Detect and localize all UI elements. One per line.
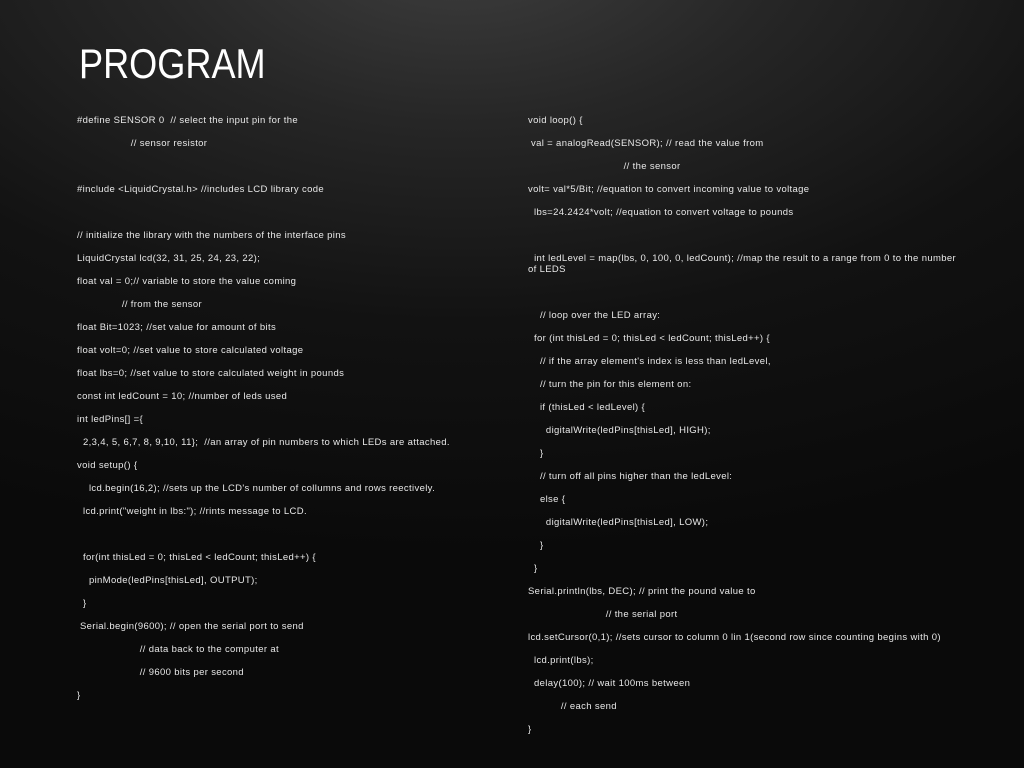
code-line: pinMode(ledPins[thisLed], OUTPUT); bbox=[77, 575, 258, 586]
code-line: // loop over the LED array: bbox=[528, 310, 661, 321]
code-line: void setup() { bbox=[77, 460, 138, 471]
code-line: else { bbox=[528, 494, 566, 505]
code-line: 2,3,4, 5, 6,7, 8, 9,10, 11}; //an array of pin numbers to which LEDs are attached. bbox=[77, 437, 450, 448]
code-line: volt= val*5/Bit; //equation to convert incoming value to voltage bbox=[528, 184, 810, 195]
code-line: int ledLevel = map(lbs, 0, 100, 0, ledCount); //map the result to a range from 0 to the number of LEDS bbox=[528, 253, 960, 275]
code-line: } bbox=[528, 448, 544, 459]
code-line: digitalWrite(ledPins[thisLed], HIGH); bbox=[528, 425, 711, 436]
code-line: Serial.println(lbs, DEC); // print the pound value to bbox=[528, 586, 756, 597]
code-line: // the serial port bbox=[528, 609, 678, 620]
code-line: if (thisLed < ledLevel) { bbox=[528, 402, 646, 413]
code-column-right bbox=[528, 115, 960, 747]
code-line: #include <LiquidCrystal.h> //includes LCD library code bbox=[77, 184, 325, 195]
code-line: // 9600 bits per second bbox=[77, 667, 244, 678]
code-line: #define SENSOR 0 // select the input pin for the bbox=[77, 115, 298, 126]
code-line: } bbox=[77, 690, 81, 701]
code-column-left bbox=[77, 115, 507, 713]
code-line: int ledPins[] ={ bbox=[77, 414, 144, 425]
blank-line bbox=[528, 230, 956, 241]
code-line: float volt=0; //set value to store calculated voltage bbox=[77, 345, 304, 356]
code-line: lcd.setCursor(0,1); //sets cursor to column 0 lin 1(second row since counting begins with 0) bbox=[528, 632, 941, 643]
code-line: float Bit=1023; //set value for amount of bits bbox=[77, 322, 277, 333]
code-line: val = analogRead(SENSOR); // read the value from bbox=[528, 138, 764, 149]
code-line: digitalWrite(ledPins[thisLed], LOW); bbox=[528, 517, 709, 528]
code-line: } bbox=[528, 724, 532, 735]
code-line: for (int thisLed = 0; thisLed < ledCount; thisLed++) { bbox=[528, 333, 770, 344]
code-line: lbs=24.2424*volt; //equation to convert voltage to pounds bbox=[528, 207, 794, 218]
blank-line bbox=[77, 161, 507, 172]
code-line: Serial.begin(9600); // open the serial port to send bbox=[77, 621, 304, 632]
code-line: // sensor resistor bbox=[77, 138, 208, 149]
code-line: void loop() { bbox=[528, 115, 583, 126]
code-line: // from the sensor bbox=[77, 299, 203, 310]
code-line: lcd.print("weight in lbs:"); //rints message to LCD. bbox=[77, 506, 307, 517]
code-line: // the sensor bbox=[528, 161, 681, 172]
code-line: } bbox=[528, 540, 544, 551]
code-line: lcd.print(lbs); bbox=[528, 655, 594, 666]
code-line: // if the array element's index is less than ledLevel, bbox=[528, 356, 771, 367]
code-line: for(int thisLed = 0; thisLed < ledCount; thisLed++) { bbox=[77, 552, 316, 563]
code-line: LiquidCrystal lcd(32, 31, 25, 24, 23, 22); bbox=[77, 253, 261, 264]
blank-line bbox=[77, 529, 507, 540]
code-line: float val = 0;// variable to store the value coming bbox=[77, 276, 297, 287]
blank-line bbox=[528, 287, 956, 298]
code-line: // turn the pin for this element on: bbox=[528, 379, 692, 390]
code-line: delay(100); // wait 100ms between bbox=[528, 678, 691, 689]
code-line: lcd.begin(16,2); //sets up the LCD's number of collumns and rows reectively. bbox=[77, 483, 436, 494]
blank-line bbox=[77, 207, 507, 218]
code-line: } bbox=[77, 598, 87, 609]
slide-title: PROGRAM bbox=[79, 40, 266, 87]
code-line: // initialize the library with the numbers of the interface pins bbox=[77, 230, 346, 241]
code-line: float lbs=0; //set value to store calculated weight in pounds bbox=[77, 368, 345, 379]
code-line: // data back to the computer at bbox=[77, 644, 279, 655]
code-line: const int ledCount = 10; //number of leds used bbox=[77, 391, 288, 402]
code-line: // turn off all pins higher than the ledLevel: bbox=[528, 471, 733, 482]
code-line: // each send bbox=[528, 701, 617, 712]
code-line: } bbox=[528, 563, 538, 574]
